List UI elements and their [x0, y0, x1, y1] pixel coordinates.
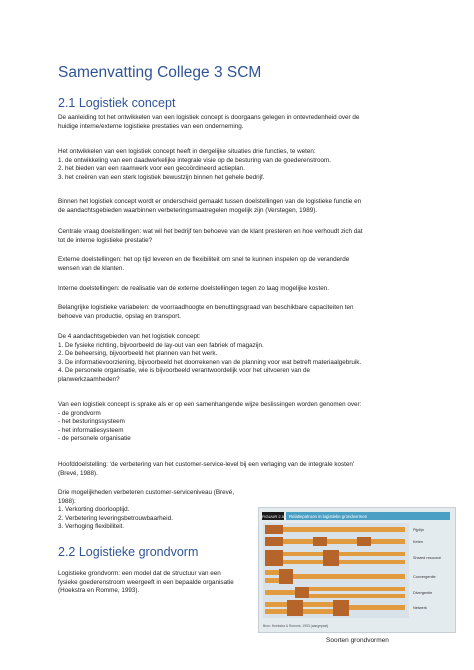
text-line: 1988): — [58, 497, 76, 505]
text-line: 4. De personele organisatie, wie is bijvoorbeeld verantwoordelijk voor het uitvoeren van de — [58, 367, 311, 375]
flow-block — [323, 550, 339, 566]
text-line: 2. Verbetering leveringsbetrouwbaarheid. — [58, 514, 173, 522]
text-line: Externe doelstellingen: het op tijd leveren en de flexibiliteit om snel te kunnen inspelen op de veranderde — [58, 256, 350, 263]
text-line: Van een logistiek concept is sprake als er op een samenhangende wijze beslissingen worden genomen over: — [58, 401, 362, 408]
flow-band — [303, 602, 333, 607]
flow-block — [265, 525, 283, 534]
figure-title: Relatiepatroon in logistieke grondvormen — [289, 514, 368, 519]
flow-band — [265, 602, 287, 607]
paragraph-samenhang — [58, 401, 418, 444]
row-label-netwerk: Netwerk — [413, 606, 427, 610]
flow-band — [283, 552, 323, 556]
figure-source: Bron: Hoekstra & Romme, 1993 (aangepast) — [263, 624, 329, 628]
paragraph-functies — [58, 148, 418, 182]
figure-caption: Soorten grondvormen — [326, 637, 389, 644]
row-label-keten: Keten — [413, 540, 423, 544]
text-line: Het ontwikkelen van een logistiek concept heeft in dergelijke situaties drie functies, te weten: — [58, 148, 316, 155]
flow-block — [357, 537, 371, 546]
flow-band — [265, 609, 287, 614]
flow-band — [349, 605, 405, 610]
flow-band — [371, 539, 405, 544]
figure-grondvormen — [258, 507, 456, 633]
text-line: de aandachtsgebieden waarbinnen verbeteringsmaatregelen mogelijk zijn (Verstegen, 1989). — [58, 206, 318, 214]
text-line: Logistieke grondvorm: een model dat de structuur van een — [58, 570, 221, 577]
text-line: De aanleiding tot het ontwikkelen van een logistiek concept is doorgaans gelegen in ontevredenheid over de — [58, 114, 360, 121]
text-line: 3. Verhoging flexibiliteit. — [58, 523, 125, 531]
text-line: - het informatiesysteem — [58, 426, 124, 434]
text-line: (Brevé, 1988). — [58, 469, 98, 477]
flow-band — [265, 570, 279, 575]
text-line: fysieke goederenstroom weergeeft in een bepaalde organisatie — [58, 578, 234, 586]
flow-block — [287, 600, 303, 616]
text-line: Binnen het logistiek concept wordt er onderscheid gemaakt tussen doelstellingen van de logistieke functie en — [58, 198, 362, 205]
text-line: 2. het bieden van een raamwerk voor een gecoördineerd actieplan. — [58, 165, 245, 173]
text-line: De 4 aandachtsgebieden van het logistiek concept: — [58, 333, 201, 340]
flow-band — [303, 609, 333, 614]
flow-band — [339, 560, 405, 564]
paragraph-aandachtsgebieden — [58, 333, 418, 385]
flow-area — [263, 523, 409, 618]
paragraph-grondvorm-definitie — [58, 570, 253, 596]
text-line: wensen van de klanten. — [58, 264, 125, 272]
figure-label: FIGUUR 2.5 — [261, 514, 285, 519]
flow-block — [279, 569, 293, 584]
flow-band — [309, 587, 405, 591]
grondvormen-diagram — [259, 508, 455, 632]
paragraph-variabelen — [58, 304, 418, 321]
text-line: Drie mogelijkheden verbeteren customer-serviceniveau (Brevé, — [58, 489, 235, 496]
flow-block — [265, 537, 283, 546]
text-line: - de personele organisatie — [58, 435, 131, 443]
flow-band — [283, 527, 405, 532]
flow-band — [265, 578, 279, 583]
paragraph-customer-service — [58, 489, 253, 532]
text-line: Interne doelstellingen: de realisatie van de externe doelstellingen tegen zo laag mogelijke kosten. — [58, 285, 329, 292]
text-line: Centrale vraag doelstellingen: wat wil het bedrijf ten behoeve van de klant presteren en hoe verhoudt zich dat — [58, 228, 363, 235]
flow-block — [295, 587, 309, 598]
flow-block — [333, 600, 349, 616]
text-line: - de grondvorm — [58, 409, 101, 417]
flow-band — [309, 594, 405, 598]
document-title: Samenvatting College 3 SCM — [58, 64, 262, 81]
section-heading-logistieke-grondvorm: 2.2 Logistieke grondvorm — [58, 545, 199, 559]
paragraph-aanleiding — [58, 114, 418, 131]
paragraph-onderscheid — [58, 198, 418, 215]
flow-band — [327, 539, 357, 544]
text-line: 1. Verkorting doorlooptijd. — [58, 506, 130, 514]
text-line: - het besturingssysteem — [58, 418, 125, 426]
text-line: 2. De beheersing, bijvoorbeeld het plannen van het werk. — [58, 350, 218, 358]
text-line: (Hoekstra en Romme, 1993). — [58, 587, 140, 595]
text-line: 1. de ontwikkeling van een daadwerkelijke integrale visie op de besturing van de goederenstroom. — [58, 156, 332, 164]
row-label-convergentie: Convergentie — [413, 575, 436, 579]
text-line: Hoofddoelstelling: 'de verbetering van het customer-service-level bij een verlaging van de integrale kosten' — [58, 461, 355, 468]
flow-band — [293, 574, 405, 579]
text-line: 3. het creëren van een sterk logistiek bewustzijn binnen het gehele bedrijf. — [58, 173, 265, 181]
flow-block — [313, 537, 327, 546]
section-heading-logistiek-concept: 2.1 Logistiek concept — [58, 96, 176, 110]
row-label-divergentie: Divergentie — [413, 591, 433, 595]
paragraph-externe-doelstellingen — [58, 256, 418, 273]
flow-block — [265, 550, 283, 566]
row-label-shared-resource: Shared resource — [413, 556, 442, 560]
flow-band — [283, 560, 323, 564]
paragraph-centrale-vraag — [58, 228, 418, 245]
text-line: planwerkzaamheden? — [58, 375, 120, 383]
flow-band — [283, 539, 313, 544]
text-line: Belangrijke logistieke variabelen: de voorraadhoogte en benuttingsgraad van beschikbare capaciteiten ten — [58, 304, 354, 311]
text-line: huidige interne/externe logistieke prestaties van een onderneming. — [58, 122, 244, 130]
text-line: 1. De fysieke richting, bijvoorbeeld de lay-out van een fabriek of magazijn. — [58, 341, 264, 349]
flow-band — [265, 590, 295, 595]
flow-band — [339, 552, 405, 556]
text-line: behoeve van productie, opslag en transport. — [58, 312, 181, 320]
paragraph-hoofddoelstelling — [58, 461, 418, 478]
text-line: tot de interne logistieke prestatie? — [58, 236, 153, 244]
row-label-pijplijn: Pijplijn — [413, 528, 424, 532]
text-line: 3. De informatievoorziening, bijvoorbeeld het doorrekenen van de planning voor wat betreft materiaalgebruik. — [58, 358, 362, 366]
paragraph-interne-doelstellingen — [58, 285, 418, 294]
